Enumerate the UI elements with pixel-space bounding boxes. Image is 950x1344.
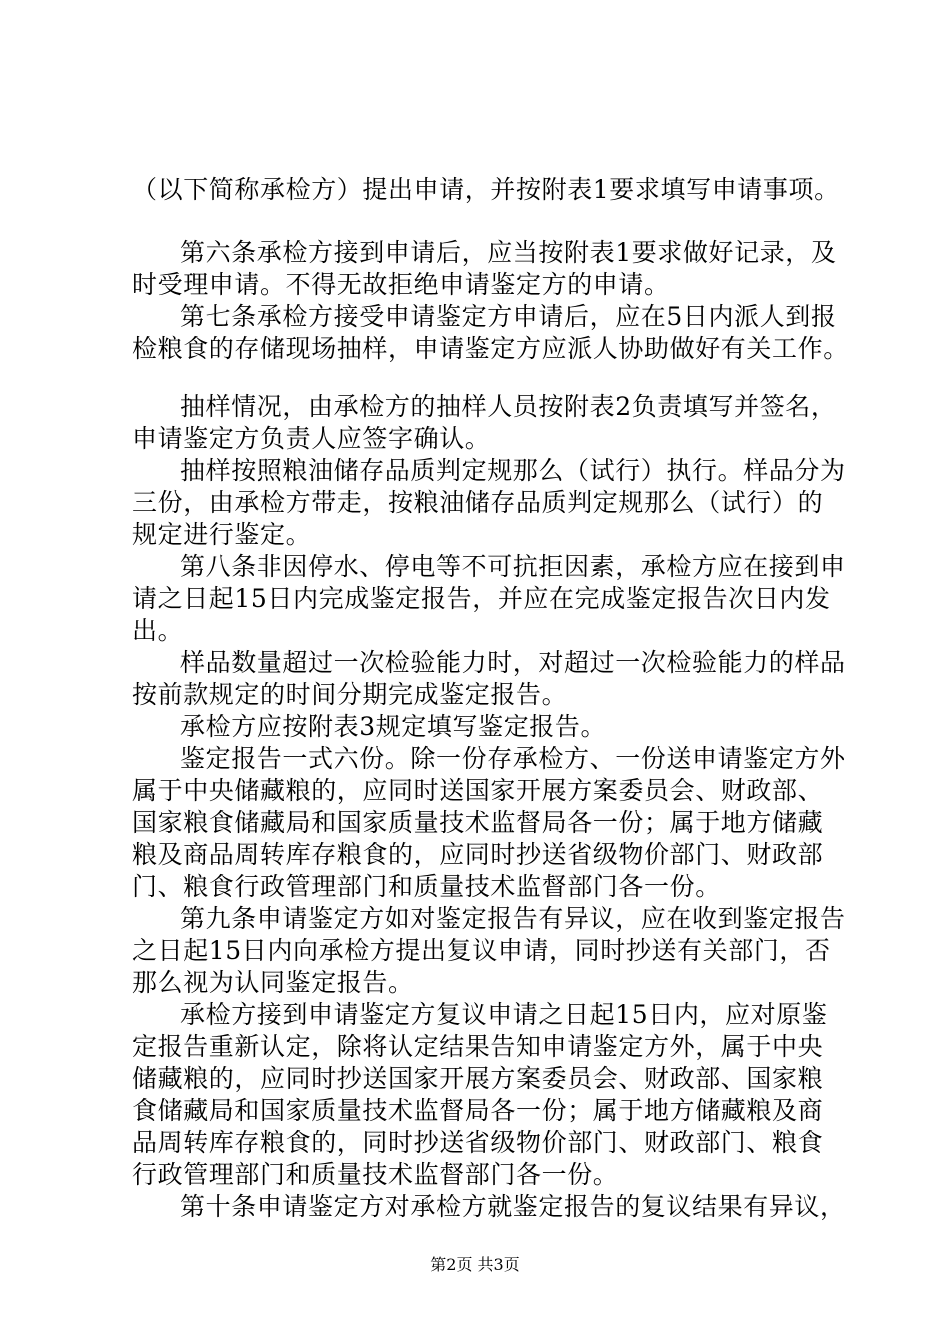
text-line: 承检方应按附表3规定填写鉴定报告。 [180,712,607,741]
text-line: 储藏粮的，应同时抄送国家开展方案委员会、财政部、国家粮 [132,1064,824,1093]
text-line: 抽样按照粮油储存品质判定规那么（试行）执行。样品分为 [180,456,846,485]
text-line: 三份，由承检方带走，按粮油储存品质判定规那么（试行）的 [132,488,824,517]
text-line: 定报告重新认定，除将认定结果告知申请鉴定方外，属于中央 [132,1032,824,1061]
page-number-footer: 第2页 共3页 [430,1255,520,1274]
text-line: 第八条非因停水、停电等不可抗拒因素，承检方应在接到申 [180,552,846,581]
text-line: 鉴定报告一式六份。除一份存承检方、一份送申请鉴定方外 [180,744,846,773]
text-line: 之日起15日内向承检方提出复议申请，同时抄送有关部门，否 [132,936,831,965]
text-line: 粮及商品周转库存粮食的，应同时抄送省级物价部门、财政部 [132,840,824,869]
text-line: 时受理申请。不得无故拒绝申请鉴定方的申请。 [132,270,670,299]
text-line: 请之日起15日内完成鉴定报告，并应在完成鉴定报告次日内发 [132,584,831,613]
text-line: 门、粮食行政管理部门和质量技术监督部门各一份。 [132,872,721,901]
text-line: （以下简称承检方）提出申请，并按附表1要求填写申请事项。 [132,175,840,204]
text-line: 规定进行鉴定。 [132,520,312,549]
text-line: 抽样情况，由承检方的抽样人员按附表2负责填写并签名， [180,392,837,421]
text-line: 按前款规定的时间分期完成鉴定报告。 [132,680,568,709]
text-line: 品周转库存粮食的，同时抄送省级物价部门、财政部门、粮食 [132,1128,824,1157]
text-line: 那么视为认同鉴定报告。 [132,968,414,997]
text-line: 申请鉴定方负责人应签字确认。 [132,424,491,453]
text-line: 国家粮食储藏局和国家质量技术监督局各一份；属于地方储藏 [132,808,824,837]
text-line: 属于中央储藏粮的，应同时送国家开展方案委员会、财政部、 [132,776,824,805]
text-line: 第六条承检方接到申请后，应当按附表1要求做好记录，及 [180,238,837,267]
text-line: 出。 [132,616,184,645]
text-line: 食储藏局和国家质量技术监督局各一份；属于地方储藏粮及商 [132,1096,824,1125]
text-line: 检粮食的存储现场抽样，申请鉴定方应派人协助做好有关工作。 [132,334,849,363]
text-line: 样品数量超过一次检验能力时，对超过一次检验能力的样品 [180,648,846,677]
text-line: 第十条申请鉴定方对承检方就鉴定报告的复议结果有异议， [180,1192,846,1221]
text-line: 行政管理部门和质量技术监督部门各一份。 [132,1160,619,1189]
text-line: 承检方接到申请鉴定方复议申请之日起15日内，应对原鉴 [180,1000,828,1029]
text-line: 第七条承检方接受申请鉴定方申请后，应在5日内派人到报 [180,302,837,331]
text-line: 第九条申请鉴定方如对鉴定报告有异议，应在收到鉴定报告 [180,904,846,933]
